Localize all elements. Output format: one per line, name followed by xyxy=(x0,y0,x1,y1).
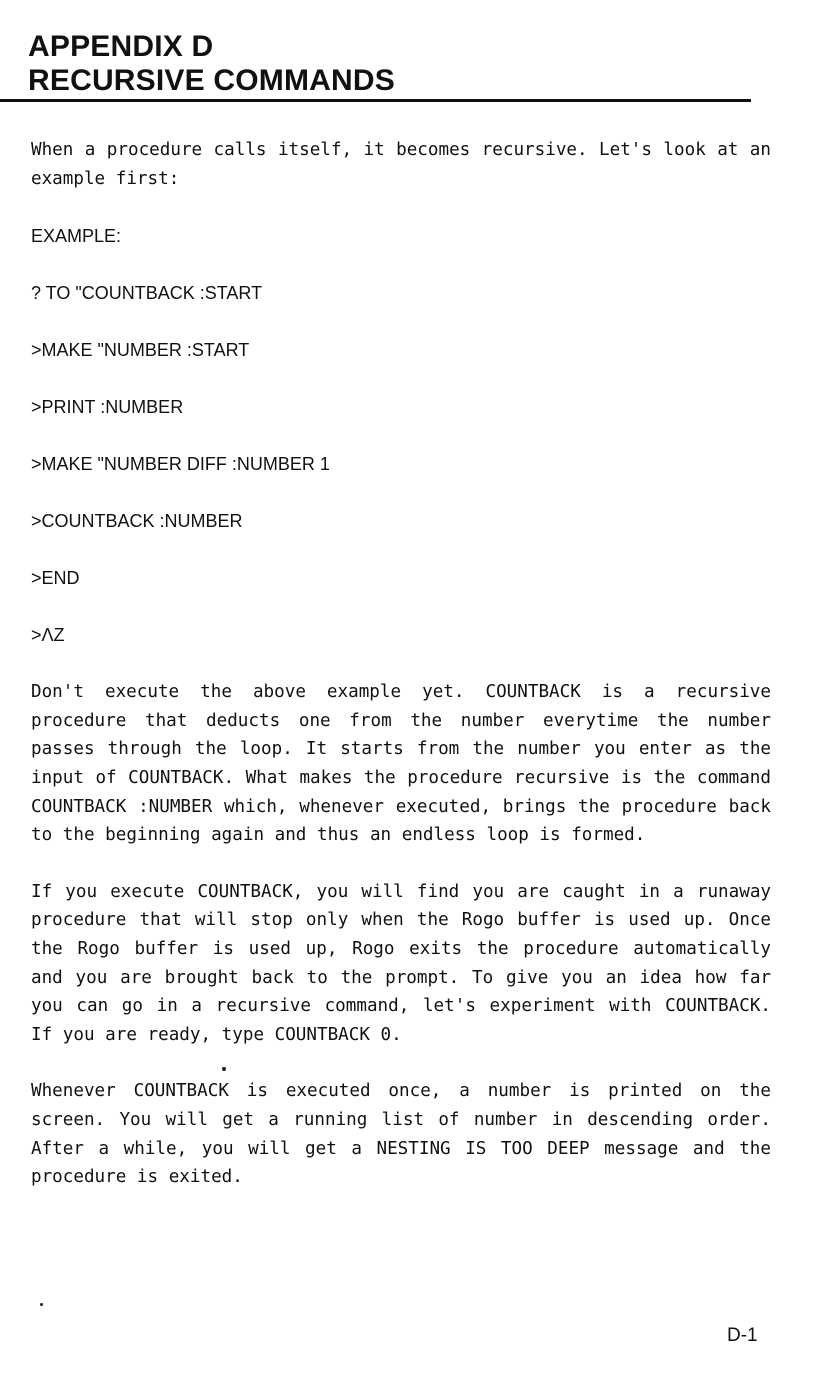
execute-paragraph: If you execute COUNTBACK, you will find you are caught in a runaway procedure that will stop only when the Rogo buffer is used up. Once the Rogo buffer is used up, Rogo exits the procedure automatically and you are brought back to the prompt. To give you an idea how far you can go in a recursive command, let's experiment with COUNTBACK. If you are ready, type COUNTBACK 0. xyxy=(31,881,771,1045)
code-line: >MAKE "NUMBER DIFF :NUMBER 1 xyxy=(31,454,330,475)
section-title: RECURSIVE COMMANDS xyxy=(28,64,395,97)
appendix-title: APPENDIX D xyxy=(28,30,214,63)
code-line: ? TO "COUNTBACK :START xyxy=(31,283,263,304)
code-line: >END xyxy=(31,568,80,589)
intro-paragraph: When a procedure calls itself, it becomes recursive. Let's look at an example first: xyxy=(31,140,771,189)
ink-speck xyxy=(40,1303,43,1306)
countback-paragraph: Don't execute the above example yet. COUNTBACK is a recursive procedure that deducts one from the number everytime the number passes through the loop. It starts from the number you enter as the input of COUNTBACK. What makes the procedure recursive is the command COUNTBACK :NUMBER which, whenever executed, brings the procedure back to the beginning again and thus an endless loop is formed. xyxy=(31,682,771,846)
result-paragraph: Whenever COUNTBACK is executed once, a number is printed on the screen. You will get a running list of number in descending order. After a while, you will get a NESTING IS TOO DEEP message and the procedure is exited. xyxy=(31,1081,771,1188)
code-line: >MAKE "NUMBER :START xyxy=(31,340,250,361)
code-line: >ΛZ xyxy=(31,625,65,646)
code-line: >PRINT :NUMBER xyxy=(31,397,184,418)
page-number: D-1 xyxy=(727,1325,758,1346)
ink-speck xyxy=(222,1067,226,1071)
body-text xyxy=(31,136,771,1192)
code-example xyxy=(31,279,771,678)
page-heading xyxy=(28,30,395,98)
code-line: >COUNTBACK :NUMBER xyxy=(31,511,243,532)
heading-rule xyxy=(0,99,751,102)
example-label: EXAMPLE: xyxy=(31,226,122,247)
